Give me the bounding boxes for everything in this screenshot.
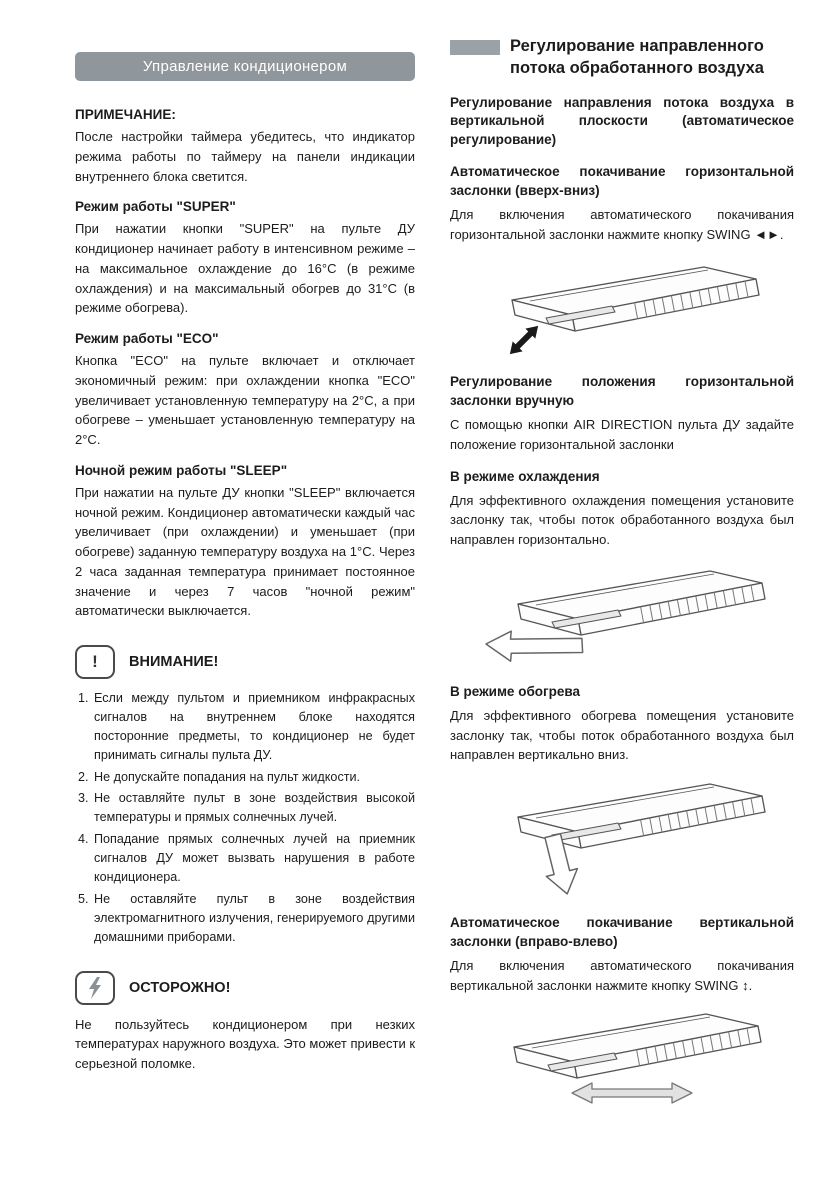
note-title: ПРИМЕЧАНИЕ:: [75, 107, 176, 122]
ac-unit-figure-3: [472, 773, 772, 901]
lightning-glyph: [86, 976, 104, 1000]
ac-unit-figure-1: [472, 252, 772, 360]
exclamation-box-icon: !: [75, 645, 115, 679]
attention-list: [75, 689, 415, 947]
mode-sleep-text: При нажатии на пульте ДУ кнопки "SLEEP" включается ночной режим. Кондиционер автоматически каждый час увеличивает (при охлаждении) и уменьшает (при обогреве) заданную температуру воздуха на 1°С. Через 2 часа заданная температура принимает постоянное значение и через 7 часов "ночной режим" автоматически выключается.: [75, 484, 415, 619]
mode-eco-title: Режим работы "ECO": [75, 331, 219, 346]
title-marker-bar: [450, 40, 500, 55]
attention-header: [75, 645, 415, 679]
warn-list-item: 4. Попадание прямых солнечных лучей на приемник сигналов ДУ может вызвать нарушения в работе кондиционера.: [92, 830, 415, 887]
left-right-swing-arrow: [572, 1083, 692, 1103]
caution-header: [75, 971, 415, 1005]
ac-unit-left-right-swing-illustration: [450, 1003, 794, 1107]
vertical-swing-text: Для включения автоматического покачивания вертикальной заслонки нажмите кнопку SWING ↕.: [450, 957, 794, 993]
ac-unit-up-down-swing-illustration: [450, 252, 794, 360]
section-header-label: Управление кондиционером: [142, 58, 348, 75]
left-column: [75, 52, 415, 1082]
vertical-swing-title: Автоматическое покачивание вертикальной заслонки (вправо-влево): [450, 915, 794, 949]
lightning-box-icon: [75, 971, 115, 1005]
note-text: После настройки таймера убедитесь, что индикатор режима работы по таймеру на панели индикации внутреннего блока светится.: [75, 129, 415, 184]
vertical-auto-title: Регулирование направления потока воздуха в вертикальной плоскости (автоматическое регулирование): [450, 94, 794, 148]
attention-title: ВНИМАНИЕ!: [129, 654, 219, 670]
warn-list-item: 2. Не допускайте попадания на пульт жидкости.: [92, 768, 415, 787]
manual-adjust-title: Регулирование положения горизонтальной заслонки вручную: [450, 374, 794, 409]
cooling-mode-title: В режиме охлаждения: [450, 468, 600, 484]
warn-list-item: 3. Не оставляйте пульт в зоне воздействия высокой температуры и прямых солнечных лучей.: [92, 789, 415, 827]
caution-title: ОСТОРОЖНО!: [129, 979, 231, 996]
cooling-mode-text: Для эффективного охлаждения помещения установите заслонку так, чтобы поток обработанного воздуха был направлен горизонтально.: [450, 492, 794, 548]
swing-up-down-arrow: [505, 321, 543, 359]
ac-unit-vertical-flow-illustration: [450, 773, 794, 901]
ac-unit-horizontal-flow-illustration: [450, 558, 794, 670]
horizontal-swing-title: Автоматическое покачивание горизонтальной заслонки (вверх-вниз): [450, 164, 794, 199]
caution-text: Не пользуйтесь кондиционером при незких температурах наружного воздуха. Это может привести к серьезной поломке.: [75, 1016, 416, 1072]
manual-adjust-text: С помощью кнопки AIR DIRECTION пульта ДУ задайте положение горизонтальной заслонки: [450, 417, 794, 453]
page-title: Регулирование направленного потока обработанного воздуха: [510, 37, 764, 77]
ac-unit-figure-2: [472, 558, 772, 670]
horizontal-swing-text: Для включения автоматического покачивания горизонтальной заслонки нажмите кнопку SWING ◄►.: [450, 206, 794, 242]
mode-super-text: При нажатии кнопки "SUPER" на пульте ДУ кондиционер начинает работу в интенсивном режиме – на максимальное охлаждение до 16°С (в режиме охлаждения) и на максимальный обогрев до 31°С (в режиме обогрева).: [75, 221, 415, 316]
section-header-pill: [75, 52, 415, 81]
page-title-row: [450, 36, 794, 80]
mode-eco-text: Кнопка "ECO" на пульте включает и отключает экономичный режим: при охлаждении кнопка "ECO" увеличивает установленную температуру на 2°С, а при обогреве – уменьшает установленную температуру на 2°С.: [75, 353, 415, 447]
warn-list-item: 1. Если между пультом и приемником инфракрасных сигналов на внутреннем блоке находятся посторонние предметы, то кондиционер не будет принимать сигналы пульта ДУ.: [92, 689, 415, 765]
ac-unit-figure-4: [472, 1003, 772, 1107]
heating-mode-title: В режиме обогрева: [450, 683, 581, 699]
warn-list-item: 5. Не оставляйте пульт в зоне воздействия электромагнитного излучения, генерируемого другими домашними приборами.: [92, 890, 415, 947]
mode-super-title: Режим работы "SUPER": [75, 199, 236, 215]
right-column: [450, 36, 794, 1111]
mode-sleep-title: Ночной режим работы "SLEEP": [75, 462, 288, 478]
heating-mode-text: Для эффективного обогрева помещения установите заслонку так, чтобы поток обработанного воздуха был направлен вертикально вниз.: [450, 707, 794, 763]
horizontal-airflow-arrow: [485, 629, 584, 667]
